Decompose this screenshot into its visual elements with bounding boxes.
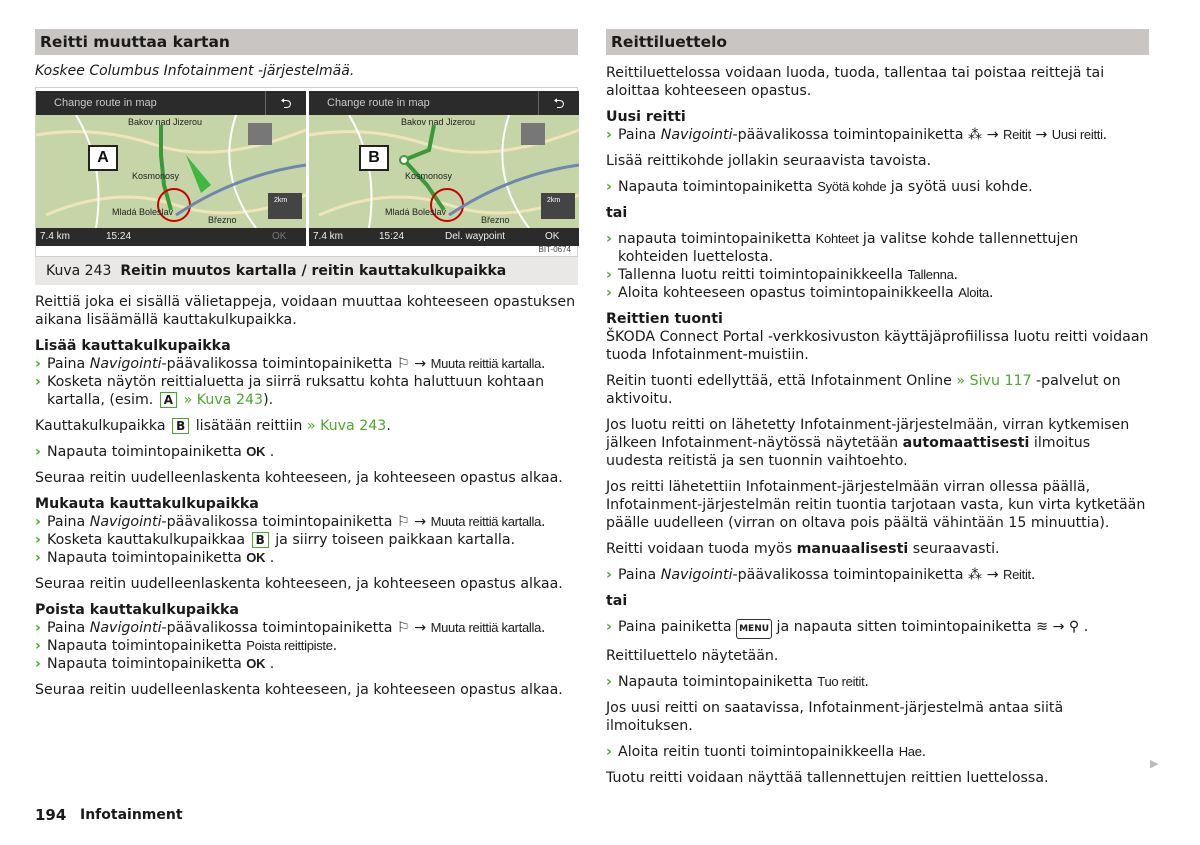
step: › Aloita reitin tuonti toimintopainikkeella Hae.: [606, 744, 927, 760]
page-section: Infotainment: [80, 807, 183, 823]
map-town: Kosmonosy: [132, 171, 180, 181]
step: › Paina painiketta MENU ja napauta sitten toimintopainiketta ≋ → ⚲ .: [606, 618, 1149, 639]
flag-icon: ⚐: [396, 356, 410, 372]
step-arrow-icon: ›: [35, 638, 41, 654]
step: › Paina Navigointi-päävalikossa toimintopainiketta ⚐ → Muuta reittiä kartalla.: [35, 620, 546, 636]
paragraph: Jos luotu reitti on lähetetty Infotainment-järjestelmään, virran kytkemisen jälkeen Infotainment-näytössä näytetään automaattisesti ilmoitus uudesta reitistä ja sen tuonnin vaihtoehto.: [606, 417, 1130, 469]
or-label: tai: [606, 205, 628, 221]
map-town: Bakov nad Jizerou: [128, 117, 203, 127]
back-icon[interactable]: ⮌: [265, 91, 306, 115]
screen-b: [309, 91, 579, 246]
screen-a: [36, 91, 306, 246]
label-a-ref: A: [160, 392, 177, 408]
step-arrow-icon: ›: [606, 674, 612, 690]
cmd-start: Aloita: [958, 285, 989, 300]
step-arrow-icon: ›: [35, 550, 41, 566]
intro-paragraph: Reittiä joka ei sisällä välietappeja, voidaan muuttaa kohteeseen opastuksen aikana lisäämällä kauttakulkupaikka.: [35, 294, 576, 328]
map-view[interactable]: [36, 115, 306, 228]
section-heading: Reittiluettelo: [606, 29, 1149, 55]
map-town: Mladá Boleslav: [385, 207, 447, 217]
step-arrow-icon: ›: [606, 267, 612, 283]
menu-key-icon: MENU: [736, 619, 772, 639]
cmd-destinations: Kohteet: [815, 231, 859, 246]
flag-icon: ⚐: [396, 514, 410, 530]
online-icon: ≋: [1036, 619, 1048, 635]
label-b: B: [359, 145, 389, 171]
figure-link[interactable]: » Kuva 243: [306, 418, 387, 434]
step-arrow-icon: ›: [35, 620, 41, 636]
step-arrow-icon: ›: [606, 231, 612, 247]
step-arrow-icon: ›: [606, 744, 612, 760]
label-a: A: [88, 145, 118, 171]
time: 15:24: [106, 231, 132, 242]
cmd-remove-waypoint: Poista reittipiste: [246, 638, 333, 653]
step-arrow-icon: ›: [606, 619, 612, 635]
step: › Napauta toimintopainiketta OK .: [35, 550, 275, 566]
left-column: [35, 29, 578, 707]
map-view[interactable]: [309, 115, 579, 228]
screen-title: Change route in map: [327, 97, 430, 109]
step: › Napauta toimintopainiketta OK .: [35, 656, 275, 672]
step: › Napauta toimintopainiketta OK .: [35, 444, 275, 460]
map-town: Bakov nad Jizerou: [401, 117, 476, 127]
paragraph: Tuotu reitti voidaan näyttää tallennettujen reittien luettelossa.: [606, 770, 1049, 786]
applies-note: Koskee Columbus Infotainment -järjestelmää.: [35, 63, 355, 79]
distance: 7.4 km: [40, 231, 71, 242]
cmd-import-routes: Tuo reitit: [817, 674, 865, 689]
cmd-change-route: Muuta reittiä kartalla: [430, 514, 542, 529]
paragraph: Seuraa reitin uudelleenlaskenta kohteeseen, ja kohteeseen opastus alkaa.: [35, 470, 563, 486]
map-town: Březno: [481, 215, 510, 225]
right-column: [606, 29, 1149, 795]
paragraph: Reitin tuonti edellyttää, että Infotainment Online » Sivu 117 -palvelut on aktivoitu.: [606, 373, 1121, 407]
step-arrow-icon: ›: [35, 374, 41, 390]
navigation-icon: ⁂: [967, 127, 983, 143]
caption-number: Kuva 243: [46, 263, 112, 279]
step: › Paina Navigointi-päävalikossa toimintopainiketta ⚐ → Muuta reittiä kartalla.: [35, 356, 546, 372]
screen-title: Change route in map: [54, 97, 157, 109]
cmd-fetch: Hae: [898, 744, 922, 759]
cmd-save: Tallenna: [907, 267, 954, 282]
cmd-change-route: Muuta reittiä kartalla: [430, 356, 542, 371]
cmd-change-route: Muuta reittiä kartalla: [430, 620, 542, 635]
figure-caption: [35, 257, 578, 285]
figure-tag: BIT-0674: [538, 245, 571, 254]
screen-footer: [36, 228, 306, 246]
subheading-new-route: Uusi reitti: [606, 109, 686, 125]
step: › Kosketa näytön reittialuetta ja siirrä ruksattu kohta haluttuun kohtaan kartalla, (esim. A » Kuva 243).: [35, 374, 545, 408]
figure-screens: [35, 87, 578, 257]
flag-icon: ⚐: [396, 620, 410, 636]
step-arrow-icon: ›: [606, 567, 612, 583]
ok-button[interactable]: OK: [272, 231, 287, 242]
cmd-routes: Reitit: [1003, 567, 1031, 582]
step-arrow-icon: ›: [35, 444, 41, 460]
step: › napauta toimintopainiketta Kohteet ja valitse kohde tallennettujen kohteiden luettelosta.: [606, 231, 1079, 265]
step-arrow-icon: ›: [606, 285, 612, 301]
next-page-icon: ▶: [1150, 757, 1159, 770]
subheading-adjust: Mukauta kauttakulkupaikka: [35, 496, 259, 512]
label-b-ref: B: [172, 418, 189, 434]
intro-paragraph: Reittiluettelossa voidaan luoda, tuoda, tallentaa tai poistaa reittejä tai aloittaa kohteeseen opastus.: [606, 65, 1105, 99]
import-icon: ⚲: [1068, 619, 1080, 635]
step: › Napauta toimintopainiketta Syötä kohde ja syötä uusi kohde.: [606, 179, 1033, 195]
cmd-enter-destination: Syötä kohde: [817, 179, 887, 194]
time: 15:24: [379, 231, 405, 242]
step-arrow-icon: ›: [35, 356, 41, 372]
label-b-ref: B: [252, 532, 269, 548]
cmd-new-route: Uusi reitti: [1051, 127, 1103, 142]
distance: 7.4 km: [313, 231, 344, 242]
page-number: 194: [35, 806, 67, 824]
screen-title-bar: [36, 91, 306, 115]
cmd-ok: OK: [246, 656, 266, 671]
step-arrow-icon: ›: [35, 656, 41, 672]
paragraph: Jos uusi reitti on saatavissa, Infotainment-järjestelmä antaa siitä ilmoituksen.: [606, 700, 1064, 734]
step-arrow-icon: ›: [35, 514, 41, 530]
cmd-ok: OK: [246, 550, 266, 565]
subheading-remove: Poista kauttakulkupaikka: [35, 602, 239, 618]
step: › Tallenna luotu reitti toimintopainikkeella Tallenna.: [606, 267, 959, 283]
paragraph: Seuraa reitin uudelleenlaskenta kohteeseen, ja kohteeseen opastus alkaa.: [35, 576, 563, 592]
zoom-label: 2km: [274, 197, 288, 204]
step: › Napauta toimintopainiketta Tuo reitit.: [606, 674, 869, 690]
screen-title-bar: [309, 91, 579, 115]
paragraph: Seuraa reitin uudelleenlaskenta kohteeseen, ja kohteeseen opastus alkaa.: [35, 682, 563, 698]
step: › Paina Navigointi-päävalikossa toimintopainiketta ⁂ → Reitit → Uusi reitti.: [606, 127, 1108, 143]
step: › Paina Navigointi-päävalikossa toimintopainiketta ⁂ → Reitit.: [606, 567, 1036, 583]
paragraph: Jos reitti lähetettiin Infotainment-järjestelmään virran ollessa päällä, Infotainment-järjestelmän reitin tuontia tarjotaan vasta, kun virta kytketään päälle uudelleen (virran on oltava pois päältä vähintään 15 minuuttia).: [606, 479, 1146, 531]
step: › Napauta toimintopainiketta Poista reittipiste.: [35, 638, 338, 654]
paragraph: ŠKODA Connect Portal -verkkosivuston käyttäjäprofiilissa luotu reitti voidaan tuoda Infotainment-muistiin.: [606, 329, 1149, 363]
or-label: tai: [606, 593, 628, 609]
paragraph: Reitti voidaan tuoda myös manuaalisesti seuraavasti.: [606, 541, 1000, 557]
figure-243: [35, 87, 578, 285]
step-arrow-icon: ›: [35, 532, 41, 548]
zoom-label: 2km: [547, 197, 561, 204]
step: › Paina Navigointi-päävalikossa toimintopainiketta ⚐ → Muuta reittiä kartalla.: [35, 514, 546, 530]
step-arrow-icon: ›: [606, 127, 612, 143]
section-heading: Reitti muuttaa kartan: [35, 29, 578, 55]
figure-link[interactable]: » Kuva 243: [183, 392, 264, 408]
step: › Aloita kohteeseen opastus toimintopainikkeella Aloita.: [606, 285, 994, 301]
cmd-ok: OK: [246, 444, 266, 459]
caption-text: Reitin muutos kartalla / reitin kauttakulkupaikka: [120, 263, 507, 279]
del-waypoint-button[interactable]: Del. waypoint: [445, 231, 506, 242]
step: › Kosketa kauttakulkupaikkaa B ja siirry toiseen paikkaan kartalla.: [35, 532, 516, 548]
ok-button[interactable]: OK: [545, 231, 560, 242]
back-icon[interactable]: ⮌: [538, 91, 579, 115]
navigation-icon: ⁂: [967, 567, 983, 583]
screen-footer: [309, 228, 579, 246]
map-town: Březno: [208, 215, 237, 225]
map-town: Mladá Boleslav: [112, 207, 174, 217]
paragraph: Reittiluettelo näytetään.: [606, 648, 779, 664]
map-town: Kosmonosy: [405, 171, 453, 181]
cmd-routes: Reitit: [1003, 127, 1031, 142]
paragraph: Kauttakulkupaikka B lisätään reittiin » Kuva 243.: [35, 418, 391, 434]
subheading-add: Lisää kauttakulkupaikka: [35, 338, 231, 354]
paragraph: Lisää reittikohde jollakin seuraavista tavoista.: [606, 153, 932, 169]
page-link[interactable]: » Sivu 117: [956, 373, 1032, 389]
step-arrow-icon: ›: [606, 179, 612, 195]
subheading-import: Reittien tuonti: [606, 311, 723, 327]
